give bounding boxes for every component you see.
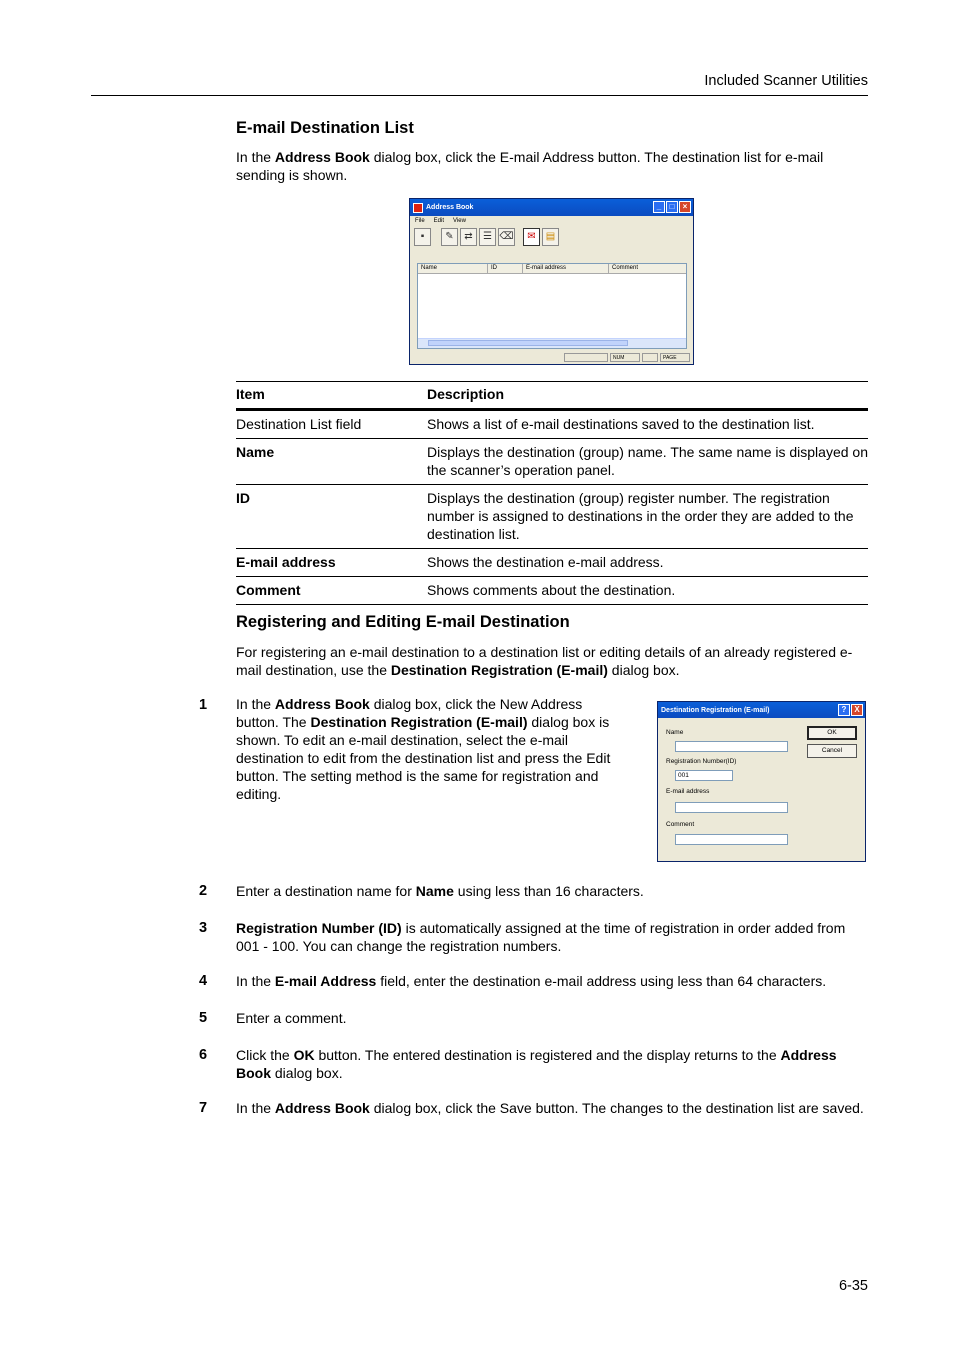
cancel-button[interactable]: Cancel [807, 744, 857, 758]
table-row [236, 485, 868, 549]
name-label: Name [666, 729, 684, 736]
edit-icon[interactable]: ✎ [441, 228, 458, 246]
table-header-description: Description [427, 386, 505, 402]
section2-intro: For registering an e-mail destination to a destination list or editing details of an already registered e-mail destination, use the Destination Registration (E-mail) dialog box. [236, 644, 853, 678]
properties-icon[interactable]: ☰ [479, 228, 496, 246]
email-label: E-mail address [666, 788, 710, 795]
table-cell-item: E-mail address [236, 554, 336, 570]
table-row [236, 410, 868, 439]
registration-number-field[interactable]: 001 [675, 770, 733, 781]
save-icon[interactable]: ▪ [414, 228, 431, 246]
step-number: 5 [199, 1010, 208, 1026]
destination-registration-dialog [657, 701, 866, 862]
menu-file[interactable]: File [415, 218, 425, 224]
table-cell-item: Destination List field [236, 416, 362, 432]
step-2-text: Enter a destination name for Name using less than 16 characters. [236, 883, 644, 899]
maximize-icon[interactable]: □ [666, 201, 678, 213]
table-row [236, 549, 868, 577]
status-bar [413, 353, 690, 362]
table-cell-desc: Shows the destination e-mail address. [427, 554, 664, 570]
table-cell-item: Name [236, 444, 275, 460]
section1-intro: In the Address Book dialog box, click the E-mail Address button. The destination list for e-mail sending is shown. [236, 149, 824, 183]
header-rule [91, 95, 868, 96]
column-comment[interactable]: Comment [612, 265, 639, 271]
dialog-title: Destination Registration (E-mail) [661, 706, 770, 714]
comment-label: Comment [666, 821, 695, 828]
table-header-item: Item [236, 386, 265, 402]
table-cell-desc: Shows a list of e-mail destinations saved to the destination list. [427, 416, 815, 432]
step-6-text: Click the OK button. The entered destination is registered and the display returns to the Address Book dialog box. [236, 1047, 837, 1081]
address-book-titlebar [410, 199, 693, 216]
address-book-title: Address Book [426, 204, 474, 211]
step-3-text: Registration Number (ID) is automatically assigned at the time of registration in order added from 001 - 100. You can change the registration numbers. [236, 920, 846, 954]
delete-icon[interactable]: ⌫ [498, 228, 515, 246]
toolbar [410, 226, 693, 248]
section-heading-registering: Registering and Editing E-mail Destination [236, 613, 570, 631]
status-num: NUM [610, 353, 640, 362]
table-header-row [236, 382, 868, 410]
step-4-text: In the E-mail Address field, enter the destination e-mail address using less than 64 characters. [236, 973, 827, 989]
name-field[interactable] [675, 741, 788, 752]
step-5-text: Enter a comment. [236, 1010, 347, 1026]
menu-bar [410, 216, 693, 226]
ok-button[interactable]: OK [807, 726, 857, 740]
comment-field[interactable] [675, 834, 788, 845]
step-1-text: In the Address Book dialog box, click the New Address button. The Destination Registration (E-mail) dialog box is shown. To edit an e-mail destination, select the e-mail destination to edit from the destination list and press the Edit button. The setting method is the same for registration and editing. [236, 696, 611, 802]
section-heading-destination-list: E-mail Destination List [236, 119, 414, 137]
column-email[interactable]: E-mail address [523, 264, 609, 273]
horizontal-scrollbar[interactable] [418, 338, 686, 348]
step-number: 2 [199, 883, 208, 899]
close-icon[interactable]: X [851, 704, 863, 716]
minimize-icon[interactable]: _ [653, 201, 665, 213]
table-cell-desc: Shows comments about the destination. [427, 582, 676, 598]
folder-address-icon[interactable]: ▤ [542, 228, 559, 246]
email-address-icon[interactable]: ✉ [523, 228, 540, 246]
step-number: 3 [199, 920, 208, 936]
column-name[interactable]: Name [418, 264, 488, 273]
email-field[interactable] [675, 802, 788, 813]
address-book-window [409, 198, 694, 365]
step-number: 4 [199, 973, 208, 989]
table-row [236, 439, 868, 485]
table-cell-item: ID [236, 490, 250, 506]
description-table [236, 381, 868, 605]
table-cell-item: Comment [236, 582, 301, 598]
close-icon[interactable]: × [679, 201, 691, 213]
destination-list[interactable] [417, 263, 687, 349]
group-icon[interactable]: ⇄ [460, 228, 477, 246]
app-icon [413, 203, 423, 213]
registration-number-label: Registration Number(ID) [666, 758, 737, 765]
step-number: 7 [199, 1100, 208, 1116]
page-number: 6-35 [838, 1278, 868, 1294]
list-header [418, 264, 686, 274]
table-row [236, 577, 868, 605]
step-number: 1 [199, 697, 208, 713]
table-cell-desc: Displays the destination (group) name. The same name is displayed on the scanner’s operation panel. [427, 444, 868, 478]
step-7-text: In the Address Book dialog box, click the Save button. The changes to the destination list are saved. [236, 1100, 864, 1116]
running-header: Included Scanner Utilities [704, 73, 868, 89]
table-cell-desc: Displays the destination (group) register number. The registration number is assigned to destinations in the order they are added to the destination list. [427, 490, 854, 542]
status-page: PAGE [660, 353, 690, 362]
step-number: 6 [199, 1047, 208, 1063]
menu-view[interactable]: View [453, 218, 466, 224]
menu-edit[interactable]: Edit [433, 218, 445, 224]
dialog-titlebar [658, 702, 865, 718]
column-id[interactable]: ID [488, 264, 523, 273]
help-icon[interactable]: ? [838, 704, 850, 716]
